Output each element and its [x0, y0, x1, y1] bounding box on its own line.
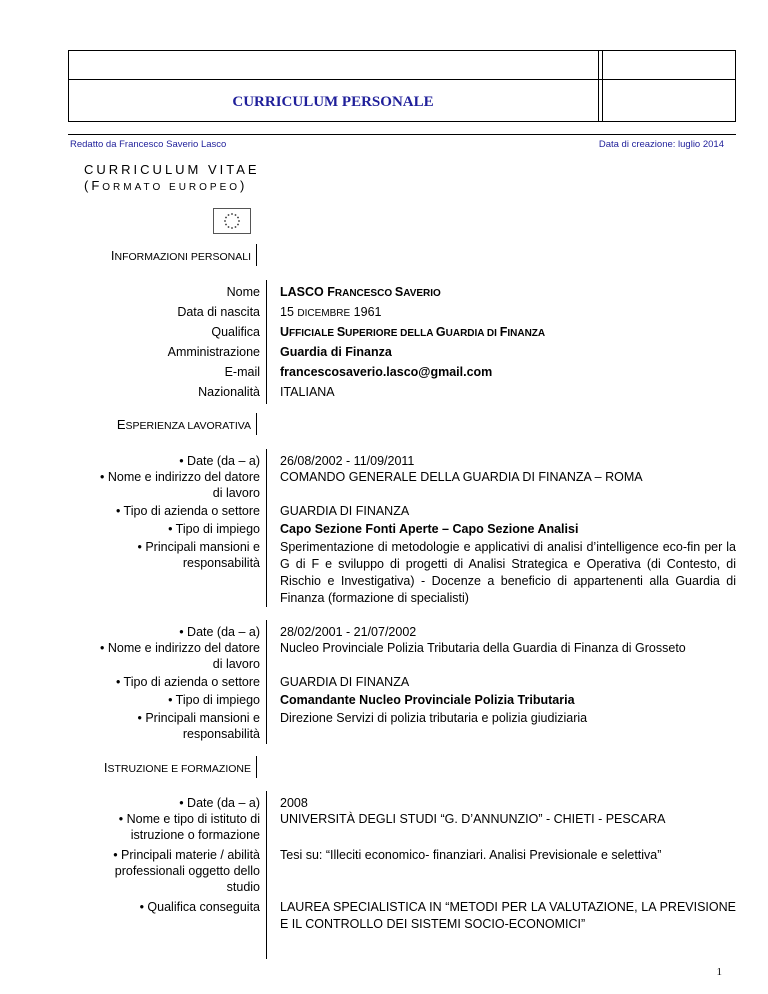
- work-job: Comandante Nucleo Provinciale Polizia Tributaria: [280, 693, 575, 707]
- value-dob: 15 DICEMBRE 1961: [280, 305, 382, 319]
- label-employer: • Nome e indirizzo del datore: [99, 470, 260, 484]
- work-duties: Direzione Servizi di polizia tributaria e polizia giudiziaria: [280, 711, 588, 725]
- label-subjects: studio: [226, 880, 260, 894]
- section-divider: [256, 756, 257, 778]
- label-duties: responsabilità: [182, 556, 260, 570]
- label-job: • Tipo di impiego: [168, 522, 260, 536]
- column-divider: [266, 449, 267, 607]
- section-divider: [256, 413, 257, 435]
- work-sector: GUARDIA DI FINANZA: [280, 675, 410, 689]
- edu-subjects: Tesi su: “Illeciti economico- finanziari. Analisi Previsionale e selettiva”: [280, 848, 662, 862]
- label-qualification-obtained: • Qualifica conseguita: [139, 900, 260, 914]
- label-institution: • Nome e tipo di istituto di: [118, 812, 260, 826]
- label-name: Nome: [226, 285, 260, 299]
- section-divider: [256, 244, 257, 266]
- creation-date: Data di creazione: luglio 2014: [598, 139, 724, 150]
- header-divider: [598, 50, 599, 122]
- work-employer: Nucleo Provinciale Polizia Tributaria della Guardia di Finanza di Grosseto: [280, 641, 686, 655]
- header-divider: [602, 50, 603, 122]
- column-divider: [266, 791, 267, 959]
- eu-flag-icon: [213, 208, 251, 234]
- label-dob: Data di nascita: [177, 305, 260, 319]
- work-job: Capo Sezione Fonti Aperte – Capo Sezione Analisi: [280, 522, 579, 536]
- column-divider: [266, 620, 267, 744]
- header-divider: [68, 79, 736, 80]
- label-qualification: Qualifica: [211, 325, 260, 339]
- label-dates: • Date (da – a): [179, 625, 260, 639]
- work-sector: GUARDIA DI FINANZA: [280, 504, 410, 518]
- edu-dates: 2008: [280, 796, 308, 810]
- label-sector: • Tipo di azienda o settore: [115, 675, 260, 689]
- cv-subtitle: (FORMATO EUROPEO): [84, 178, 248, 193]
- work-dates: 28/02/2001 - 21/07/2002: [280, 625, 417, 639]
- label-subjects: • Principali materie / abilità: [113, 848, 260, 862]
- page-title: CURRICULUM PERSONALE: [232, 94, 434, 110]
- label-duties: • Principali mansioni e: [137, 711, 260, 725]
- label-email: E-mail: [224, 365, 260, 379]
- value-nationality: ITALIANA: [280, 385, 335, 399]
- label-nationality: Nazionalità: [198, 385, 260, 399]
- label-administration: Amministrazione: [167, 345, 260, 359]
- work-dates: 26/08/2002 - 11/09/2011: [280, 454, 415, 468]
- label-dates: • Date (da – a): [179, 796, 260, 810]
- label-dates: • Date (da – a): [179, 454, 260, 468]
- section-personal-heading: INFORMAZIONI PERSONALI: [110, 248, 251, 263]
- edu-qualification: LAUREA SPECIALISTICA IN “METODI PER LA VALUTAZIONE, LA PREVISIONE E IL CONTROLLO DEI SISTEMI SOCIO-ECONOMICI”: [280, 900, 736, 931]
- label-job: • Tipo di impiego: [168, 693, 260, 707]
- value-administration: Guardia di Finanza: [280, 345, 392, 359]
- label-institution: istruzione o formazione: [130, 828, 260, 842]
- label-employer: • Nome e indirizzo del datore: [99, 641, 260, 655]
- label-duties: • Principali mansioni e: [137, 540, 260, 554]
- value-name: LASCO FRANCESCO SAVERIO: [280, 285, 441, 299]
- value-email[interactable]: francescosaverio.lasco@gmail.com: [280, 365, 493, 379]
- author-line: Redatto da Francesco Saverio Lasco: [70, 139, 227, 150]
- meta-divider: [68, 134, 736, 135]
- header-box: [68, 50, 736, 122]
- section-education-heading: ISTRUZIONE E FORMAZIONE: [103, 760, 251, 775]
- work-employer: COMANDO GENERALE DELLA GUARDIA DI FINANZA – ROMA: [280, 470, 643, 484]
- work-duties: Sperimentazione di metodologie e applicativi di analisi d’intelligence eco-fin per la G di F e sviluppo di progetti di Analisi Strategica e Operativa (di Contesto, di Rischio e Investigativa) - Docenze a beneficio di appartenenti alla Guardia di Finanza (formazione di specialisti): [280, 540, 736, 605]
- label-sector: • Tipo di azienda o settore: [115, 504, 260, 518]
- label-employer: di lavoro: [212, 486, 260, 500]
- edu-institution: UNIVERSITÀ DEGLI STUDI “G. D’ANNUNZIO” - CHIETI - PESCARA: [280, 812, 666, 826]
- column-divider: [266, 280, 267, 404]
- cv-title: CURRICULUM VITAE: [84, 162, 260, 177]
- value-qualification: UFFICIALE SUPERIORE DELLA GUARDIA DI FINANZA: [280, 325, 546, 339]
- label-duties: responsabilità: [182, 727, 260, 741]
- label-subjects: professionali oggetto dello: [114, 864, 260, 878]
- label-employer: di lavoro: [212, 657, 260, 671]
- page-number: 1: [716, 966, 722, 978]
- section-work-heading: ESPERIENZA LAVORATIVA: [116, 417, 251, 432]
